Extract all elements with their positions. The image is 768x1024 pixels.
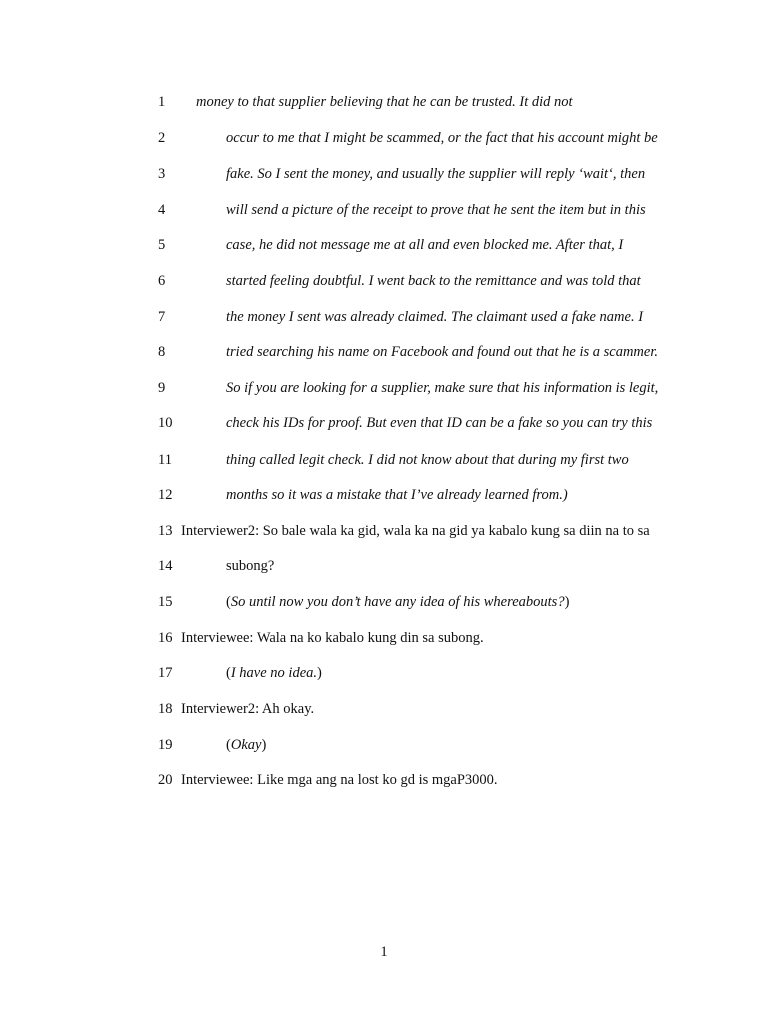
line-number: 18 — [158, 701, 173, 717]
line-text: Interviewee: Like mga ang na lost ko gd is mgaP3000. — [181, 772, 498, 788]
line-number: 19 — [158, 737, 173, 753]
line-text: I have no idea. — [230, 665, 318, 681]
line-number: 20 — [158, 772, 173, 788]
line-text: Interviewee: Wala na ko kabalo kung din sa subong. — [181, 630, 484, 646]
line-number: 5 — [158, 237, 166, 253]
transcript-line — [0, 90, 768, 114]
transcript-line — [0, 697, 768, 721]
line-number: 3 — [158, 166, 166, 182]
line-text: Interviewer2: So bale wala ka gid, wala ka na gid ya kabalo kung sa diin na to sa — [181, 523, 650, 539]
transcript-line — [0, 411, 768, 435]
open-paren: ( — [226, 594, 231, 610]
transcript-line — [0, 340, 768, 364]
transcript-line — [0, 448, 768, 472]
close-paren: ) — [261, 737, 267, 753]
open-paren: ( — [226, 737, 231, 753]
open-paren: ( — [226, 665, 231, 681]
line-number: 8 — [158, 344, 166, 360]
transcript-line — [0, 269, 768, 293]
line-number: 4 — [158, 202, 166, 218]
line-text: check his IDs for proof. But even that ID can be a fake so you can try this — [226, 415, 653, 431]
line-text: Okay — [230, 737, 262, 753]
transcript-line — [0, 590, 768, 614]
line-text: subong? — [226, 558, 275, 574]
translation-text — [226, 733, 266, 757]
transcript-line — [0, 768, 768, 792]
line-text: So if you are looking for a supplier, make sure that his information is legit, — [226, 380, 659, 396]
close-paren: ) — [317, 665, 322, 681]
line-text: thing called legit check. I did not know about that during my first two — [226, 452, 629, 468]
transcript-line — [0, 198, 768, 222]
line-number: 11 — [158, 452, 172, 468]
line-number: 16 — [158, 630, 173, 646]
line-text: fake. So I sent the money, and usually the supplier will reply ‘wait‘, then — [226, 166, 646, 182]
line-text: So until now you don’t have any idea of his whereabouts? — [230, 594, 565, 610]
line-text: months so it was a mistake that I’ve already learned from.) — [226, 487, 568, 503]
line-number: 7 — [158, 309, 166, 325]
transcript-line — [0, 733, 768, 757]
line-text: the money I sent was already claimed. The claimant used a fake name. I — [226, 309, 644, 325]
line-number: 13 — [158, 523, 173, 539]
line-number: 2 — [158, 130, 166, 146]
line-number: 12 — [158, 487, 173, 503]
transcript-line — [0, 376, 768, 400]
line-number: 10 — [158, 415, 173, 431]
line-text: case, he did not message me at all and even blocked me. After that, I — [226, 237, 624, 253]
transcript-line — [0, 626, 768, 650]
close-paren: ) — [564, 594, 570, 610]
transcript-line — [0, 305, 768, 329]
line-text: tried searching his name on Facebook and found out that he is a scammer. — [226, 344, 658, 360]
line-text: started feeling doubtful. I went back to the remittance and was told that — [226, 273, 641, 289]
line-number: 17 — [158, 665, 173, 681]
transcript-line — [0, 483, 768, 507]
line-number: 9 — [158, 380, 166, 396]
line-number: 6 — [158, 273, 166, 289]
line-number: 14 — [158, 558, 173, 574]
transcript-line — [0, 519, 768, 543]
transcript-line — [0, 554, 768, 578]
line-text: occur to me that I might be scammed, or the fact that his account might be — [226, 130, 658, 146]
line-text: Interviewer2: Ah okay. — [181, 701, 315, 717]
page-number: 1 — [380, 944, 388, 960]
line-number: 1 — [158, 94, 166, 110]
transcript-line — [0, 233, 768, 257]
line-number: 15 — [158, 594, 173, 610]
transcript-line — [0, 126, 768, 150]
translation-text — [226, 590, 569, 614]
translation-text — [226, 661, 322, 685]
transcript-line — [0, 661, 768, 685]
transcript-line — [0, 162, 768, 186]
line-text: money to that supplier believing that he can be trusted. It did not — [196, 94, 573, 110]
line-text: will send a picture of the receipt to prove that he sent the item but in this — [226, 202, 646, 218]
